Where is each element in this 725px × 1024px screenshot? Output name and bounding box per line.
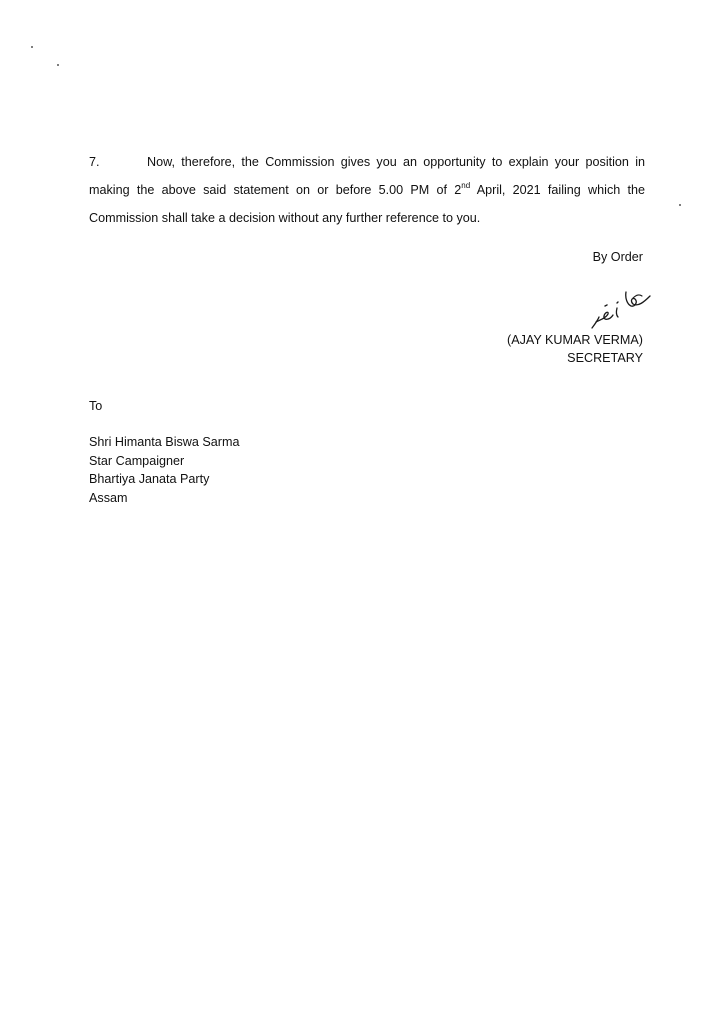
paragraph-line-1-text: Now, therefore, the Commission gives you an opportunity to explain your position in — [147, 155, 645, 169]
signatory-designation: SECRETARY — [567, 351, 643, 365]
scan-speck — [679, 204, 681, 206]
scan-speck — [31, 46, 33, 48]
paragraph-line-2-text-b: April, 2021 failing which the — [470, 183, 645, 197]
paragraph-line-2-text-a: making the above said statement on or before 5.00 PM of 2 — [89, 183, 462, 197]
paragraph-line-2 — [89, 176, 645, 204]
address-line: Shri Himanta Biswa Sarma — [89, 435, 240, 449]
by-order-label: By Order — [592, 250, 643, 264]
address-line: Bhartiya Janata Party — [89, 472, 210, 486]
address-line: Assam — [89, 490, 128, 505]
paragraph-line-3 — [89, 204, 645, 232]
address-line: Star Campaigner — [89, 453, 185, 468]
paragraph-line-1 — [89, 148, 645, 176]
to-label: To — [89, 399, 103, 413]
paragraph-line-3-text: Commission shall take a decision without any further reference to you. — [89, 211, 481, 225]
ordinal-superscript: nd — [461, 181, 471, 190]
paragraph-number: 7. — [89, 155, 100, 169]
scan-speck — [57, 64, 59, 66]
paragraph-7 — [89, 148, 645, 232]
signatory-name: (AJAY KUMAR VERMA) — [507, 333, 643, 347]
handwritten-signature — [586, 284, 656, 332]
recipient-address — [89, 433, 239, 507]
